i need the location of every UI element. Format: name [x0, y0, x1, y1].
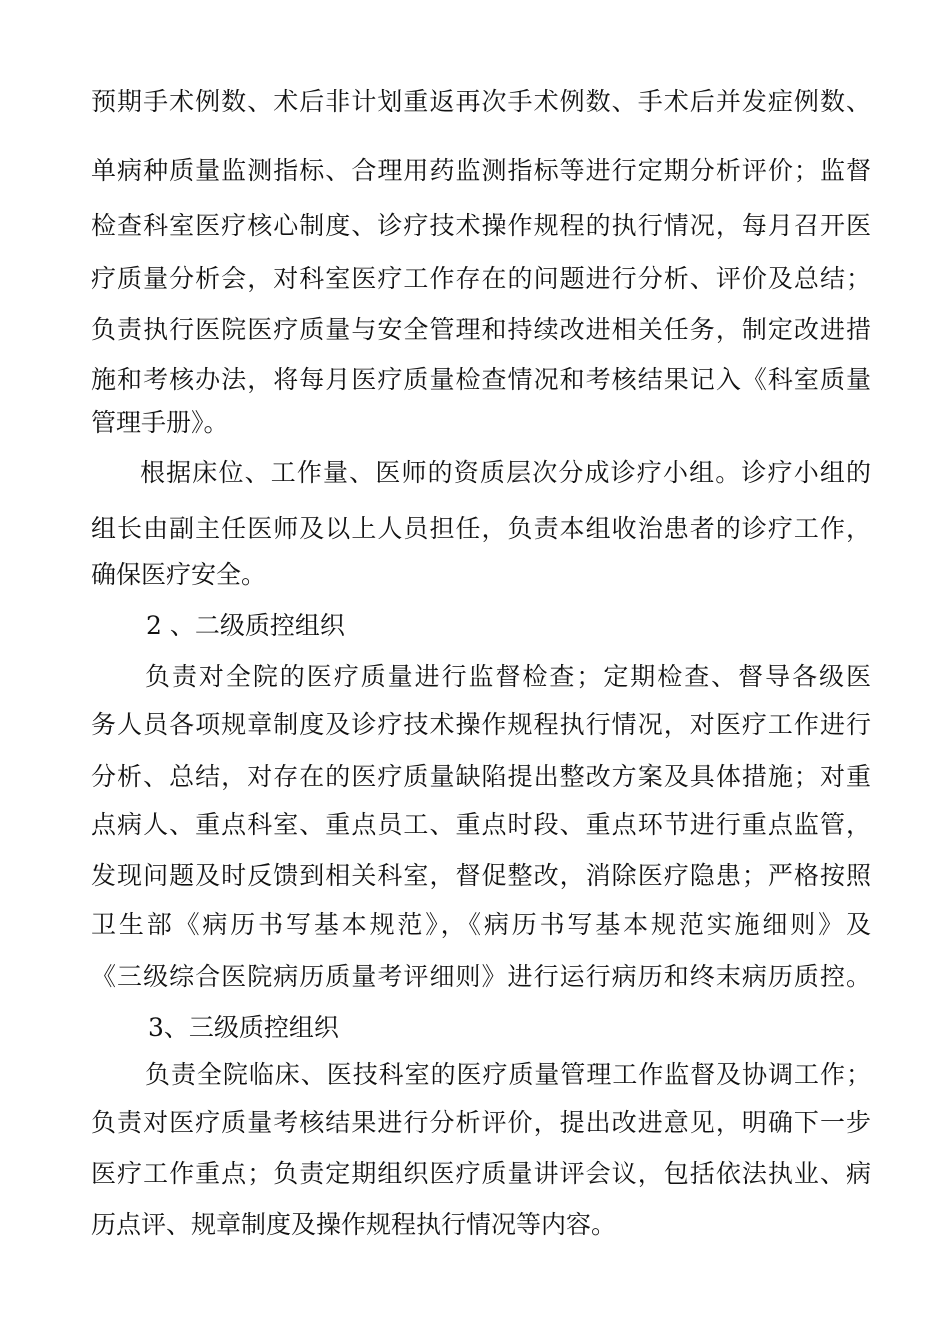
paragraph-line: 点病人、重点科室、重点员工、重点时段、重点环节进行重点监管，	[91, 810, 871, 839]
paragraph-line: 预期手术例数、术后非计划重返再次手术例数、手术后并发症例数、	[91, 87, 871, 116]
section-heading: 2 、二级质控组织	[146, 611, 345, 640]
paragraph-line: 组长由副主任医师及以上人员担任，负责本组收治患者的诊疗工作，	[91, 514, 871, 543]
paragraph-line: 负责对全院的医疗质量进行监督检查；定期检查、督导各级医	[145, 662, 871, 691]
paragraph-line: 负责执行医院医疗质量与安全管理和持续改进相关任务，制定改进措	[91, 315, 871, 344]
paragraph-line: 《三级综合医院病历质量考评细则》进行运行病历和终末病历质控。	[91, 962, 871, 991]
paragraph-line: 历点评、规章制度及操作规程执行情况等内容。	[91, 1210, 617, 1239]
paragraph-line: 单病种质量监测指标、合理用药监测指标等进行定期分析评价；监督	[91, 156, 871, 185]
section-heading: 3、三级质控组织	[148, 1013, 339, 1042]
paragraph-line: 发现问题及时反馈到相关科室，督促整改，消除医疗隐患；严格按照	[91, 861, 871, 890]
paragraph-line: 施和考核办法，将每月医疗质量检查情况和考核结果记入《科室质量	[91, 365, 871, 394]
paragraph-line: 负责对医疗质量考核结果进行分析评价，提出改进意见，明确下一步	[91, 1108, 871, 1137]
paragraph-line: 检查科室医疗核心制度、诊疗技术操作规程的执行情况，每月召开医	[91, 211, 871, 240]
paragraph-line: 分析、总结，对存在的医疗质量缺陷提出整改方案及具体措施；对重	[91, 762, 871, 791]
paragraph-line: 确保医疗安全。	[91, 560, 267, 589]
paragraph-line: 根据床位、工作量、医师的资质层次分成诊疗小组。诊疗小组的	[140, 458, 871, 487]
paragraph-line: 管理手册》。	[91, 408, 229, 437]
paragraph-line: 医疗工作重点；负责定期组织医疗质量讲评会议，包括依法执业、病	[91, 1159, 871, 1188]
paragraph-line: 务人员各项规章制度及诊疗技术操作规程执行情况，对医疗工作进行	[91, 710, 871, 739]
paragraph-line: 疗质量分析会，对科室医疗工作存在的问题进行分析、评价及总结；	[91, 264, 871, 293]
paragraph-line: 卫生部《病历书写基本规范》，《病历书写基本规范实施细则》及	[91, 910, 871, 939]
paragraph-line: 负责全院临床、医技科室的医疗质量管理工作监督及协调工作；	[145, 1060, 871, 1089]
